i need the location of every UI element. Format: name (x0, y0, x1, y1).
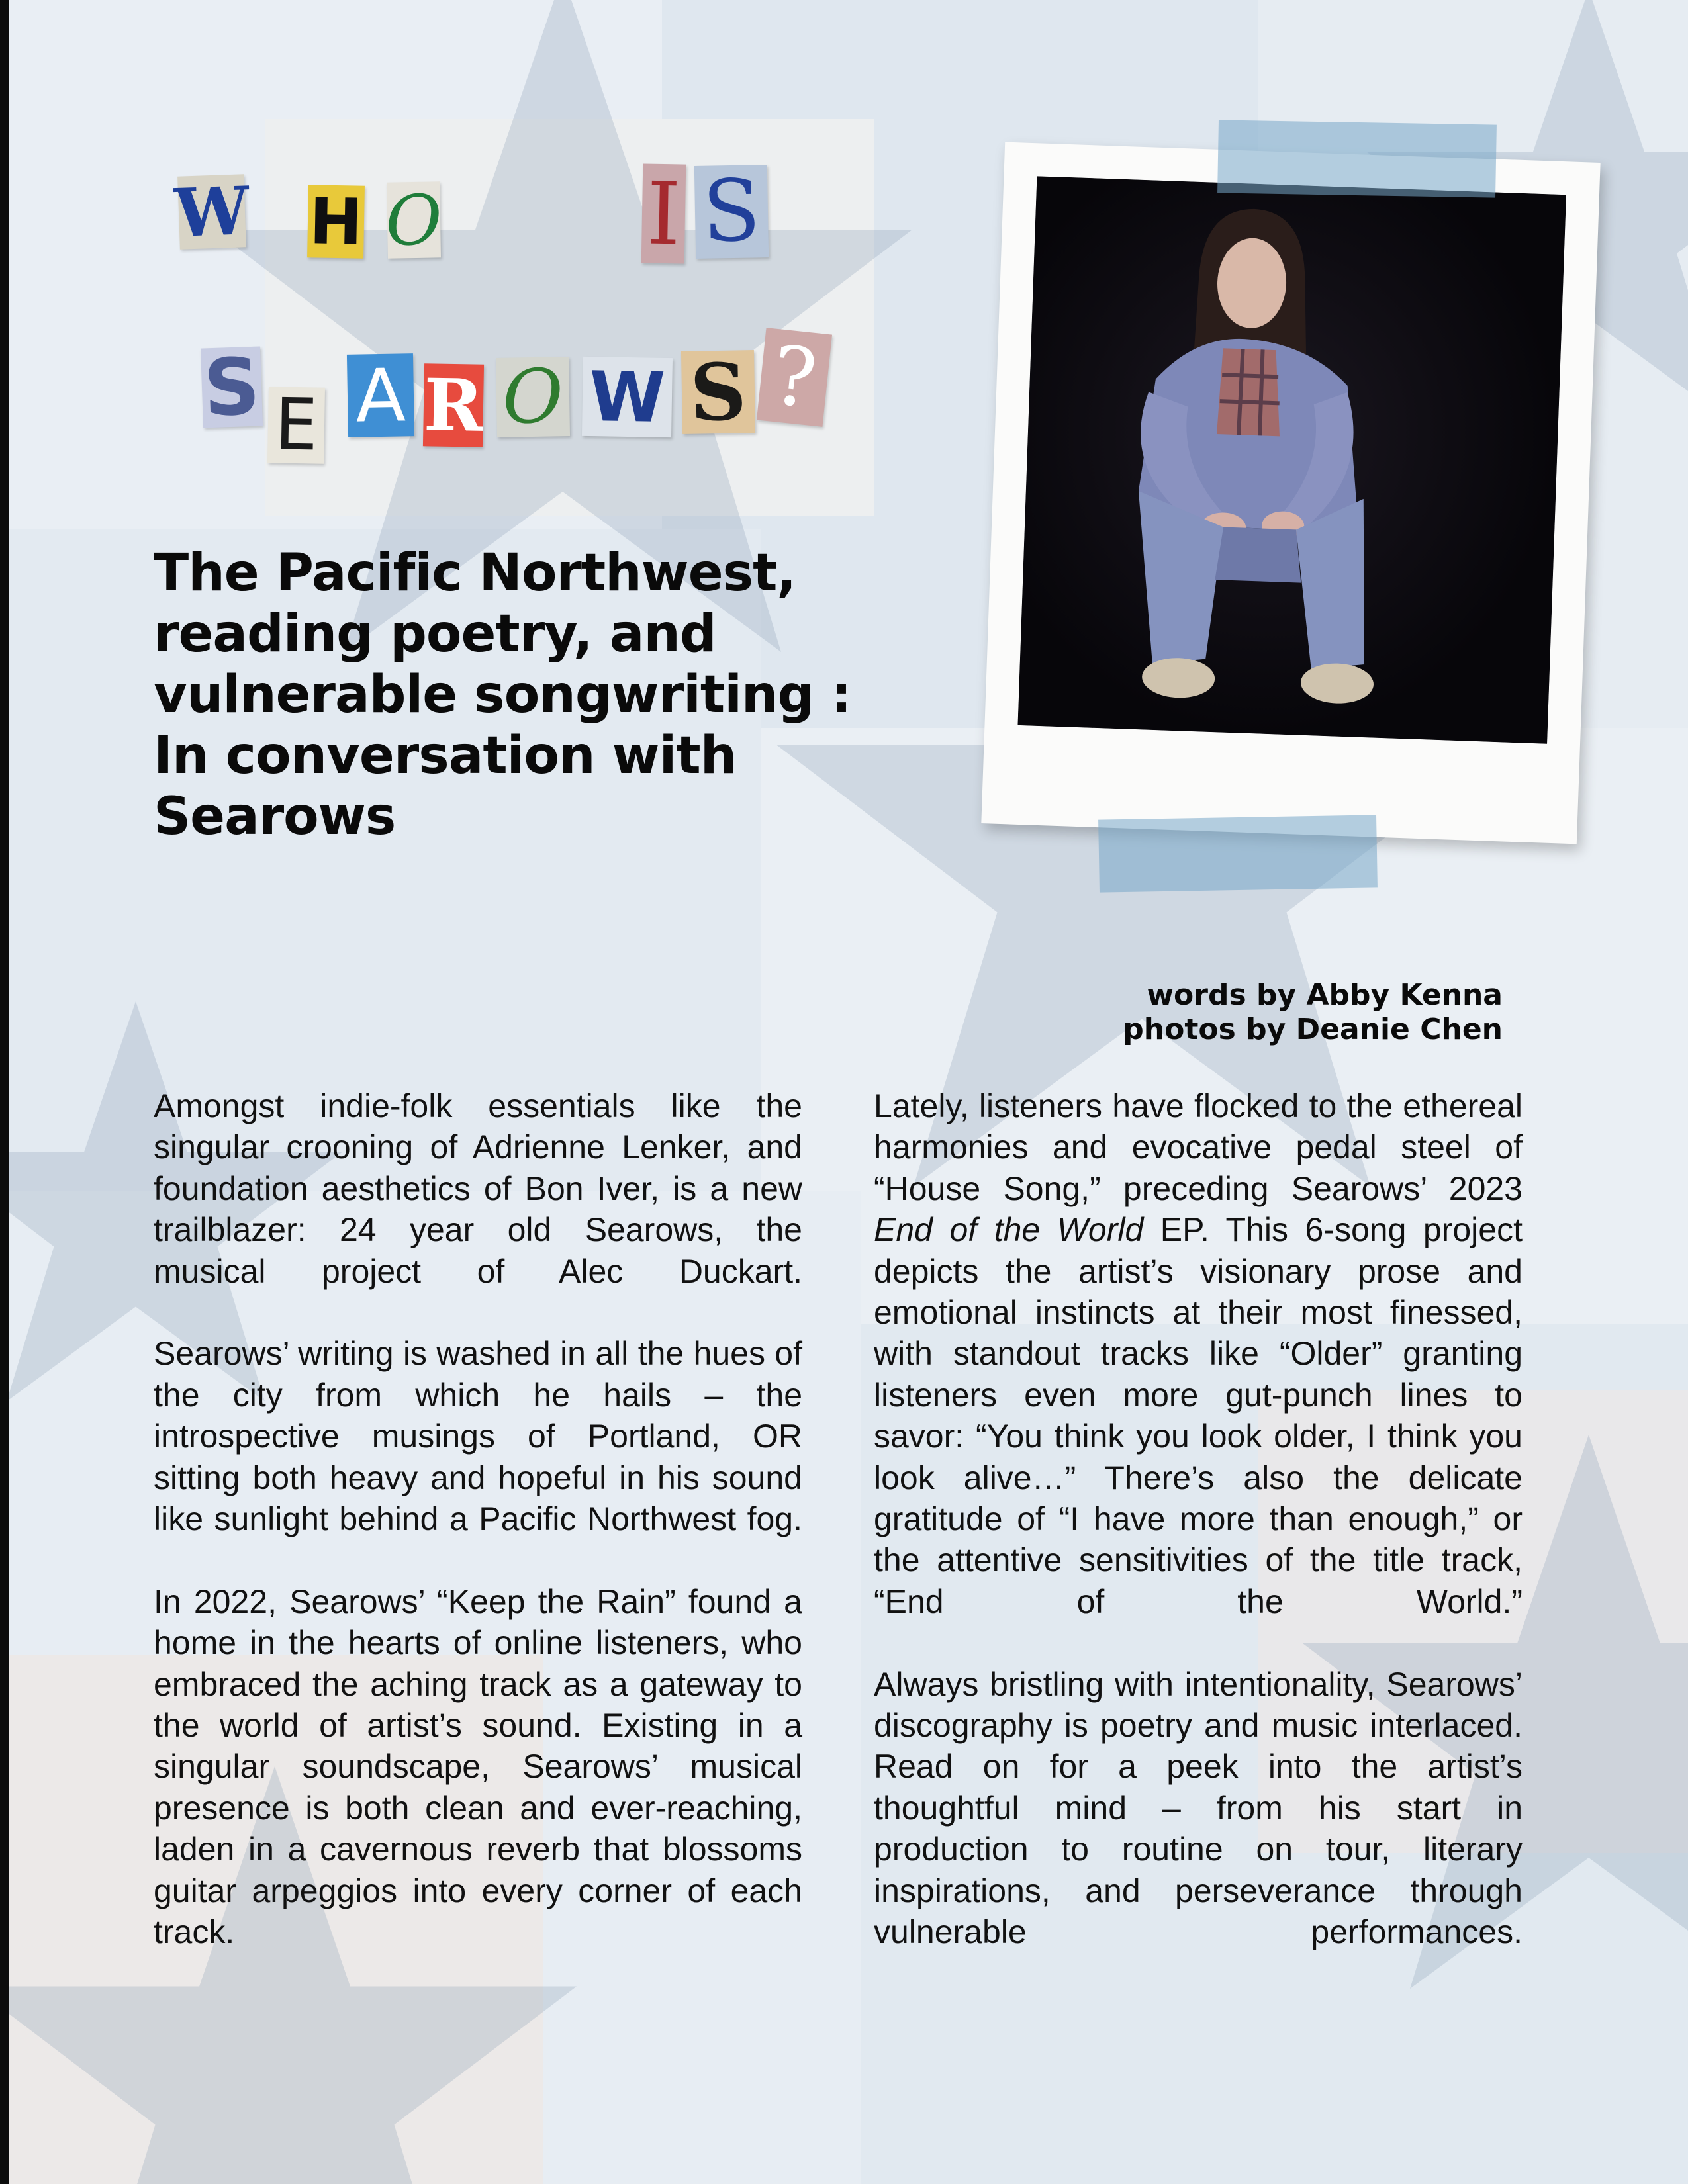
polaroid-frame (981, 142, 1600, 844)
article-headline: The Pacific Northwest, reading poetry, and vulnerable songwriting : In conversation with Searows (154, 543, 851, 846)
artist-photo (1018, 176, 1566, 743)
body-paragraph: Always bristling with intentionality, Searows’ discography is poetry and music interlaced. Read on for a peek into the artist’s thoughtful mind – from his start in production to routine on tour, literary inspirations, and perseverance through vulnerable performances. (874, 1665, 1523, 1951)
tape-strip (1098, 815, 1378, 892)
body-column-right (874, 1085, 1523, 1994)
polaroid-photo (993, 152, 1589, 867)
ransom-title (165, 152, 960, 470)
body-column-left (154, 1085, 802, 1994)
body-text: Lately, listeners have flocked to the ethereal harmonies and evocative pedal steel of “House Song,” preceding Searows’ 2023 (874, 1087, 1523, 1207)
tape-strip (1217, 120, 1497, 197)
title-letter: ? (757, 328, 832, 427)
page-edge-bar (0, 0, 9, 2184)
title-letter: S (681, 350, 755, 434)
body-paragraph: Searows’ writing is washed in all the hues of the city from which he hails – the introspective musings of Portland, OR sitting both heavy and hopeful in his sound like sunlight behind a Pacific Northwest fog. (154, 1335, 802, 1538)
title-letter: W (582, 357, 673, 437)
body-paragraph: In 2022, Searows’ “Keep the Rain” found a home in the hearts of online listeners, who embraced the aching track as a gateway to the world of artist’s sound. Existing in a singular soundscape, Searows’ musical presence is both clean and ever-reaching, laden in a cavernous reverb that blossoms guitar arpeggios into every corner of each track. (154, 1582, 802, 1951)
title-letter: H (307, 185, 365, 258)
title-letter: I (641, 163, 686, 263)
body-paragraph: Amongst indie-folk essentials like the singular crooning of Adrienne Lenker, and foundation aesthetics of Bon Iver, is a new trailblazer: 24 year old Searows, the musical project of Alec Duckart. (154, 1087, 802, 1290)
artist-figure-illustration (1018, 176, 1566, 743)
title-letter: W (173, 171, 251, 252)
article-credits (1123, 978, 1503, 1047)
title-letter: S (694, 165, 769, 259)
title-letter: O (496, 357, 570, 437)
title-letter: S (201, 346, 263, 428)
ep-title: End of the World (874, 1211, 1144, 1249)
writer-credit: words by Abby Kenna (1147, 978, 1503, 1012)
body-text: EP. This 6-song project depicts the artist’s visionary prose and emotional instincts at their most finessed, with standout tracks like “Older” granting listeners even more gut-punch lines to savor: “You think you look older, I think you look alive…” There’s also the delicate gratitude of “I have more than enough,” or the attentive sensitivities of the title track, “End of the World.” (874, 1211, 1523, 1620)
photographer-credit: photos by Deanie Chen (1123, 1013, 1503, 1046)
title-letter: E (267, 387, 325, 463)
title-letter: O (385, 179, 443, 261)
title-letter: A (347, 353, 414, 437)
body-paragraph (874, 1085, 1523, 1622)
title-letter: R (423, 363, 484, 448)
